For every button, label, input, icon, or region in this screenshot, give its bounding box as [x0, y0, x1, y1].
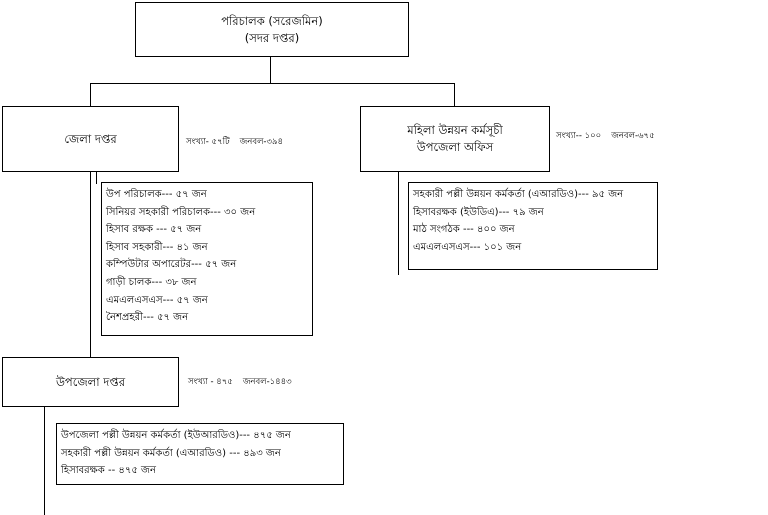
list-item: হিসাবরক্ষক -- ৪৭৫ জন — [61, 465, 156, 477]
upazila-office-box — [2, 357, 179, 407]
district-count: সংখ্যা- ৫৭টি — [186, 137, 230, 147]
connector-district-list-stem — [96, 171, 97, 184]
list-item: হিসাব সহকারী--- ৪১ জন — [106, 241, 208, 253]
women-office-box — [360, 106, 550, 172]
upazila-office-name: উপজেলা দপ্তর — [55, 374, 126, 389]
director-title: পরিচালক (সরেজমিন) — [221, 13, 323, 28]
director-box — [135, 2, 409, 57]
women-office-name-line1: মহিলা উন্নয়ন কর্মসূচী — [407, 123, 503, 138]
district-staff-list — [101, 182, 313, 336]
district-office-box — [2, 106, 179, 172]
district-stats — [186, 135, 283, 149]
women-manpower: জনবল-৬৭৫ — [611, 131, 655, 141]
list-item: হিসাবরক্ষক (ইউডিএ)--- ৭৯ জন — [413, 206, 544, 218]
upazila-count: সংখ্যা - ৪৭৫ — [188, 377, 233, 387]
connector-upazila-stem — [44, 406, 45, 515]
upazila-stats — [188, 375, 292, 389]
upazila-manpower: জনবল-১৪৪৩ — [242, 377, 292, 387]
district-office-name: জেলা দপ্তর — [64, 131, 117, 146]
women-count: সংখ্যা-- ১০০ — [556, 131, 602, 141]
list-item: উপজেলা পল্লী উন্নয়ন কর্মকর্তা (ইউআরডিও)--- ৪৭৫ জন — [61, 430, 291, 441]
connector-women-stem — [398, 171, 399, 275]
connector-district-drop — [90, 83, 91, 107]
list-item: এমএলএসএস--- ৫৭ জন — [106, 294, 208, 306]
list-item: সিনিয়র সহকারী পরিচালক--- ৩০ জন — [106, 206, 256, 218]
connector-top-down — [270, 56, 271, 84]
list-item: এমএলএসএস--- ১০১ জন — [413, 241, 522, 253]
women-staff-list — [408, 182, 658, 270]
list-item: কম্পিউটার অপারেটর--- ৫৭ জন — [106, 259, 237, 271]
list-item: মাঠ সংগঠক --- ৪০০ জন — [413, 224, 515, 236]
director-subtitle: (সদর দপ্তর) — [244, 30, 300, 45]
list-item: গাড়ী চালক--- ৩৮ জন — [106, 276, 197, 288]
list-item: নৈশপ্রহরী--- ৫৭ জন — [106, 312, 189, 324]
women-stats — [556, 129, 655, 143]
upazila-staff-list — [56, 423, 344, 485]
district-manpower: জনবল-৩৯৪ — [239, 137, 284, 147]
women-office-name-line2: উপজেলা অফিস — [416, 140, 494, 154]
list-item: সহকারী পল্লী উন্নয়ন কর্মকর্তা (এআরডিও)--- ৯৫ জন — [413, 189, 624, 200]
connector-district-to-upazila — [90, 171, 91, 358]
list-item: হিসাব রক্ষক --- ৫৭ জন — [106, 224, 202, 236]
connector-women-drop — [454, 83, 455, 106]
list-item: উপ পরিচালক--- ৫৭ জন — [106, 189, 207, 200]
connector-horizontal — [90, 83, 454, 84]
list-item: সহকারী পল্লী উন্নয়ন কর্মকর্তা (এআরডিও) --- ৪৯৩ জন — [61, 447, 281, 459]
